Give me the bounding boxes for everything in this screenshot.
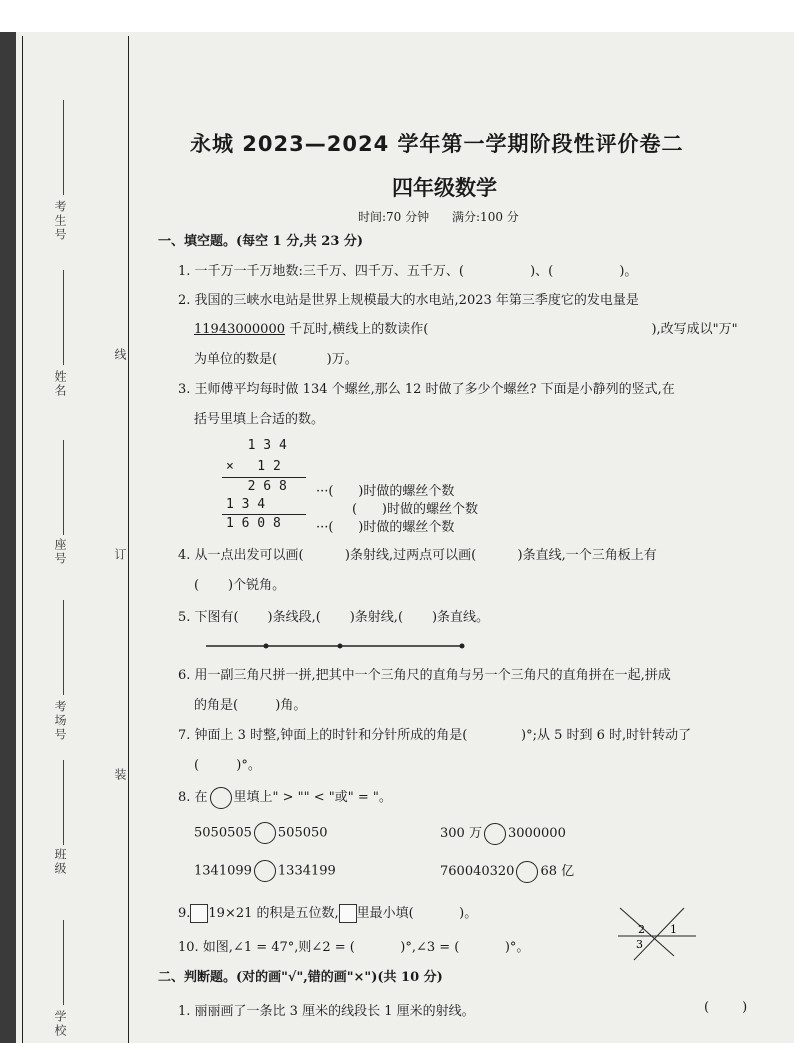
calc-note: ···( )时做的螺丝个数 — [316, 520, 455, 535]
question-4-line2: ( )个锐角。 — [194, 578, 286, 593]
compare-circle[interactable] — [484, 823, 506, 845]
cut-line-mark: 装 — [113, 768, 127, 782]
question-2: 2. 我国的三峡水电站是世界上规模最大的水电站,2023 年第三季度它的发电量是 — [178, 293, 639, 308]
calc-row: 1 3 4 — [226, 497, 281, 512]
calc-row: × 1 2 — [226, 459, 281, 474]
question-2-line2: 11943000000 千瓦时,横线上的数读作( ),改写成以"万" — [194, 322, 738, 337]
binding-edge — [0, 32, 16, 1043]
exam-subtitle: 四年级数学 — [392, 176, 497, 200]
section-heading: 二、判断题。(对的画"√",错的画"×")(共 10 分) — [158, 970, 443, 985]
question-8: 8. 在 里填上" > "" < "或" = "。 — [178, 786, 392, 809]
compare-item: 1341099 1334199 — [194, 860, 336, 882]
exam-no-blank — [63, 100, 64, 195]
exam-meta: 时间:70 分钟 满分:100 分 — [358, 210, 519, 224]
question-6-line2: 的角是( )角。 — [194, 698, 307, 713]
diagram-point — [460, 644, 465, 649]
judge-question-1: 1. 丽丽画了一条比 3 厘米的线段长 1 厘米的射线。 — [178, 1004, 475, 1019]
question-2-line3: 为单位的数是( )万。 — [194, 352, 358, 367]
compare-item: 300 万 3000000 — [440, 822, 566, 845]
school-label: 学校 — [53, 1010, 67, 1038]
room-blank — [63, 600, 64, 695]
angle-label: 1 — [670, 923, 677, 936]
question-10: 10. 如图,∠1 = 47°,则∠2 = ( )°,∠3 = ( )°。 — [178, 940, 530, 955]
seat-blank — [63, 440, 64, 535]
calc-note: ( )时做的螺丝个数 — [352, 502, 478, 517]
compare-circle[interactable] — [254, 822, 276, 844]
binding-rule — [22, 36, 23, 1043]
question-3-line2: 括号里填上合适的数。 — [194, 412, 325, 427]
compare-item: 760040320 68 亿 — [440, 860, 574, 883]
diagram-point — [264, 644, 269, 649]
question-7-line2: ( )°。 — [194, 758, 261, 773]
exam-no-label: 考生号 — [53, 200, 67, 242]
question-9: 9. 19×21 的积是五位数, 里最小填( )。 — [178, 906, 478, 921]
angle-figure — [612, 902, 702, 964]
underlined-number: 11943000000 — [194, 322, 285, 337]
question-4: 4. 从一点出发可以画( )条射线,过两点可以画( )条直线,一个三角板上有 — [178, 548, 657, 563]
angle-label: 2 — [638, 923, 645, 936]
line-diagram — [200, 636, 500, 656]
name-label: 姓名 — [53, 370, 67, 398]
digit-box[interactable] — [190, 904, 208, 923]
calc-rule — [222, 477, 306, 478]
class-blank — [63, 760, 64, 845]
compare-circle[interactable] — [254, 860, 276, 882]
compare-item: 5050505 505050 — [194, 822, 328, 844]
angle-label: 3 — [636, 938, 643, 951]
calc-row: 2 6 8 — [232, 479, 287, 494]
diagram-point — [338, 644, 343, 649]
seat-label: 座号 — [53, 538, 67, 566]
calc-note: ···( )时做的螺丝个数 — [316, 484, 455, 499]
calc-row: 1 3 4 — [232, 438, 287, 453]
cut-line-mark: 订 — [113, 548, 127, 562]
cut-line-mark: 线 — [113, 348, 127, 362]
compare-circle[interactable] — [516, 861, 538, 883]
room-label: 考场号 — [53, 700, 67, 742]
calc-row: 1 6 0 8 — [226, 516, 281, 531]
name-blank — [63, 270, 64, 365]
answer-paren[interactable]: ( ) — [704, 1000, 748, 1015]
compare-circle — [210, 787, 232, 809]
section-heading: 一、填空题。(每空 1 分,共 23 分) — [158, 234, 364, 249]
top-margin — [0, 0, 794, 32]
calc-rule — [222, 514, 306, 515]
question-6: 6. 用一副三角尺拼一拼,把其中一个三角尺的直角与另一个三角尺的直角拼在一起,拼成 — [178, 668, 671, 683]
digit-box[interactable] — [339, 904, 357, 923]
figure-line — [620, 908, 674, 956]
school-blank — [63, 920, 64, 1005]
question-1: 1. 一千万一千万地数:三千万、四千万、五千万、( )、( )。 — [178, 264, 638, 279]
binding-rule — [128, 36, 129, 1043]
class-label: 班级 — [53, 848, 67, 876]
exam-title: 永城 2023—2024 学年第一学期阶段性评价卷二 — [190, 132, 684, 156]
question-7: 7. 钟面上 3 时整,钟面上的时针和分针所成的角是( )°;从 5 时到 6 时,时针转动了 — [178, 728, 692, 743]
question-3: 3. 王师傅平均每时做 134 个螺丝,那么 12 时做了多少个螺丝? 下面是小静列的竖式,在 — [178, 382, 675, 397]
question-5: 5. 下图有( )条线段,( )条射线,( )条直线。 — [178, 610, 490, 625]
